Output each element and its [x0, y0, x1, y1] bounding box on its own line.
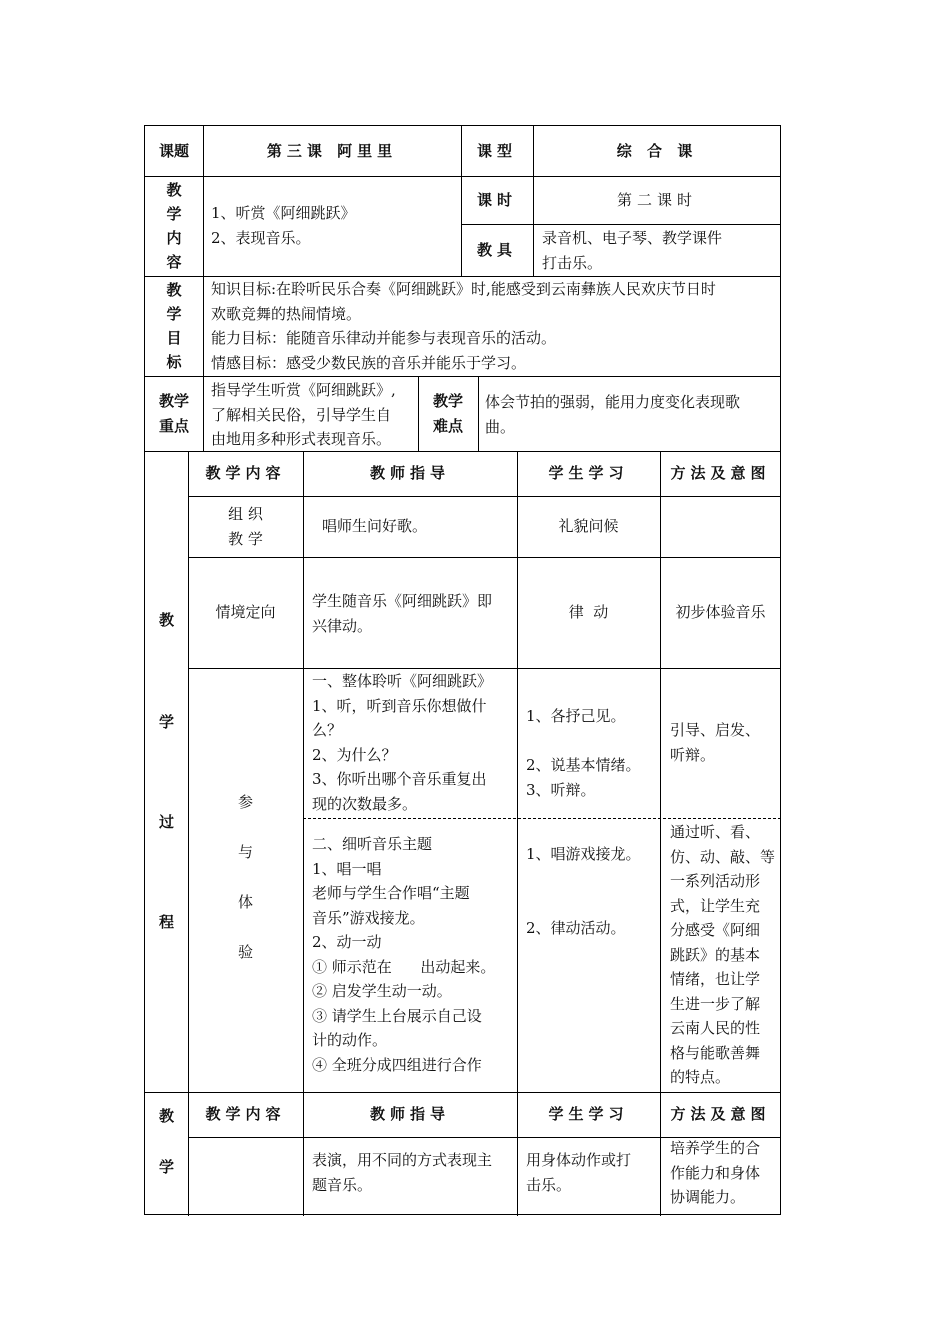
row3b-method — [670, 820, 780, 1090]
row3a-student-line: 3、听辩。 — [526, 780, 596, 799]
col2-header-student: 学生学习 — [548, 1105, 629, 1124]
row1-content — [188, 496, 303, 557]
row3b-method-line: 式，让学生充 — [670, 896, 761, 915]
row3a-student-line: 1、各抒己见。 — [526, 707, 626, 725]
row1-content-line: 组 织 — [228, 505, 263, 523]
p2-row-teacher — [312, 1148, 516, 1197]
col2-header-content: 教学内容 — [205, 1105, 286, 1124]
zhongdian-line: 指导学生听赏《阿细跳跃》, — [211, 381, 396, 399]
p2-row-method-line: 协调能力。 — [670, 1188, 746, 1206]
row3b-teacher — [312, 832, 516, 1077]
nandian-label-line: 难点 — [432, 416, 463, 435]
row3-content-2: 与 — [237, 843, 253, 861]
row3a-teacher-line: 3、你听出哪个音乐重复出 — [312, 770, 487, 788]
row3b-teacher-line: ② 启发学生动一动。 — [312, 982, 452, 1000]
process-side-label-1: 教 — [158, 611, 174, 629]
row3-content-4: 验 — [237, 943, 253, 961]
row3a-teacher-line: 2、为什么？ — [312, 745, 397, 764]
row3a-student-line — [526, 729, 659, 754]
zhongdian-content — [211, 378, 417, 452]
nandian-label-line: 教学 — [432, 392, 463, 410]
jiaoju-label: 教具 — [476, 240, 517, 259]
row3b-method-line: 跳跃》的基本 — [670, 945, 761, 964]
mubiao-label-text: 教学目标 — [166, 281, 182, 371]
row2-method: 初步体验音乐 — [675, 603, 766, 622]
nandian-content — [485, 390, 779, 439]
process-side-label-2: 学 — [158, 713, 174, 731]
row3b-method-line: 通过听、看、 — [670, 823, 761, 841]
p2-row-method-line: 作能力和身体 — [670, 1163, 761, 1182]
row3b-teacher-line: 2、动一动 — [312, 933, 382, 951]
row3b-student-line — [526, 891, 659, 916]
kexing-label: 课型 — [476, 141, 517, 160]
row1-content-line: 教 学 — [228, 529, 263, 548]
zhongdian-label-line: 重点 — [158, 416, 189, 435]
neirong-line: 1、听赏《阿细跳跃》 — [211, 204, 356, 222]
row3-content-1: 参 — [237, 793, 253, 811]
neirong-label-text: 教学内容 — [166, 181, 182, 271]
row3a-teacher — [312, 669, 516, 816]
p2-row-teacher-line: 题音乐。 — [312, 1175, 373, 1194]
row2-teacher-line: 兴律动。 — [312, 616, 373, 635]
row2-student: 律 动 — [568, 603, 609, 622]
row2-teacher-line: 学生随音乐《阿细跳跃》即 — [312, 592, 493, 610]
row2-teacher — [312, 589, 516, 638]
row3b-student-line: 2、律动活动。 — [526, 918, 626, 937]
jiaoju-line: 录音机、电子琴、教学课件 — [542, 229, 723, 247]
mubiao-label — [145, 276, 203, 376]
row3b-teacher-line: ③ 请学生上台展示自己设 — [312, 1006, 482, 1025]
row3b-teacher-line: ① 师示范在 出动起来。 — [312, 957, 496, 976]
kexing-value: 综 合 课 — [616, 141, 698, 160]
row3a-teacher-line: 么？ — [312, 721, 343, 739]
zhongdian-label-line: 教学 — [158, 392, 189, 410]
col-header-student: 学生学习 — [548, 464, 629, 483]
mubiao-line: 情感目标：感受少数民族的音乐并能乐于学习。 — [211, 353, 527, 372]
row3-content-3: 体 — [237, 893, 253, 911]
process-side-label-4: 程 — [158, 913, 174, 931]
keshi-label: 课时 — [476, 190, 517, 209]
zhongdian-line: 由地用多种形式表现音乐。 — [211, 430, 392, 448]
row3b-student-line: 1、唱游戏接龙。 — [526, 845, 641, 863]
mubiao-line: 知识目标:在聆听民乐合奏《阿细跳跃》时,能感受到云南彝族人民欢庆节日时 — [211, 280, 716, 298]
col-header-content: 教学内容 — [205, 464, 286, 483]
process2-side-label-2: 学 — [158, 1158, 174, 1176]
row3b-method-line: 格与能歌善舞 — [670, 1043, 761, 1062]
p2-row-method — [670, 1136, 780, 1210]
row3b-method-line: 生进一步了解 — [670, 994, 761, 1013]
row3a-teacher-line: 一、整体聆听《阿细跳跃》 — [312, 672, 493, 690]
p2-row-student-line: 击乐。 — [526, 1175, 572, 1194]
row3b-method-line: 云南人民的性 — [670, 1019, 761, 1037]
nandian-line: 曲。 — [485, 417, 516, 436]
p2-row-method-line: 培养学生的合 — [670, 1139, 761, 1157]
row3b-teacher-line: 计的动作。 — [312, 1031, 388, 1049]
mubiao-line: 欢歌竞舞的热闹情境。 — [211, 304, 362, 323]
keti-value: 第三课 阿里里 — [266, 141, 398, 160]
p2-row-teacher-line: 表演，用不同的方式表现主 — [312, 1151, 493, 1169]
row3b-student-line — [526, 867, 659, 892]
process-side-label-3: 过 — [158, 813, 174, 831]
col2-header-teacher: 教师指导 — [369, 1105, 450, 1124]
row3b-student — [526, 842, 659, 940]
nandian-line: 体会节拍的强弱，能用力度变化表现歌 — [485, 393, 741, 411]
p2-row-student-line: 用身体动作或打 — [526, 1151, 632, 1169]
row3b-teacher-line: 二、细听音乐主题 — [312, 835, 433, 853]
row3a-method-line: 引导、启发、 — [670, 721, 761, 739]
p2-row-student — [526, 1148, 659, 1197]
col2-header-method: 方法及意图 — [670, 1105, 771, 1124]
row3b-method-line: 分感受《阿细 — [670, 921, 761, 939]
col-header-teacher: 教师指导 — [369, 464, 450, 483]
process2-side-label-1: 教 — [158, 1107, 174, 1125]
jiaoju-content — [542, 226, 778, 275]
row1-student: 礼貌问候 — [558, 517, 619, 535]
col-header-method: 方法及意图 — [670, 464, 771, 483]
row3b-teacher-line: 1、唱一唱 — [312, 859, 382, 878]
neirong-label — [145, 176, 203, 276]
row3a-method — [670, 718, 780, 767]
row3b-method-line: 仿、动、敲、等 — [670, 847, 776, 866]
row3a-method-line: 听辩。 — [670, 745, 716, 764]
row3a-teacher-line: 现的次数最多。 — [312, 794, 418, 813]
row2-content: 情境定向 — [215, 603, 276, 622]
row3b-teacher-line: 音乐”游戏接龙。 — [312, 908, 425, 927]
row3b-teacher-line: 老师与学生合作唱“主题 — [312, 884, 470, 902]
mubiao-content — [211, 277, 779, 375]
zhongdian-label — [145, 376, 203, 451]
keshi-value: 第二课时 — [616, 190, 697, 209]
row1-teacher: 唱师生问好歌。 — [322, 517, 428, 535]
row3a-student — [526, 704, 659, 802]
zhongdian-line: 了解相关民俗，引导学生自 — [211, 405, 392, 424]
lesson-plan-table — [144, 125, 781, 1215]
keti-label: 课题 — [158, 141, 189, 160]
row3b-teacher-line: ④ 全班分成四组进行合作 — [312, 1055, 482, 1074]
row3a-teacher-line: 1、听，听到音乐你想做什 — [312, 696, 487, 715]
mubiao-line: 能力目标：能随音乐律动并能参与表现音乐的活动。 — [211, 329, 557, 347]
neirong-line: 2、表现音乐。 — [211, 228, 311, 247]
neirong-content — [211, 201, 456, 250]
row3b-method-line: 一系列活动形 — [670, 872, 761, 890]
nandian-label — [418, 376, 478, 451]
row3b-method-line: 的特点。 — [670, 1068, 731, 1086]
row3b-method-line: 情绪，也让学 — [670, 970, 761, 988]
jiaoju-line: 打击乐。 — [542, 253, 603, 272]
row3a-student-line: 2、说基本情绪。 — [526, 756, 641, 774]
